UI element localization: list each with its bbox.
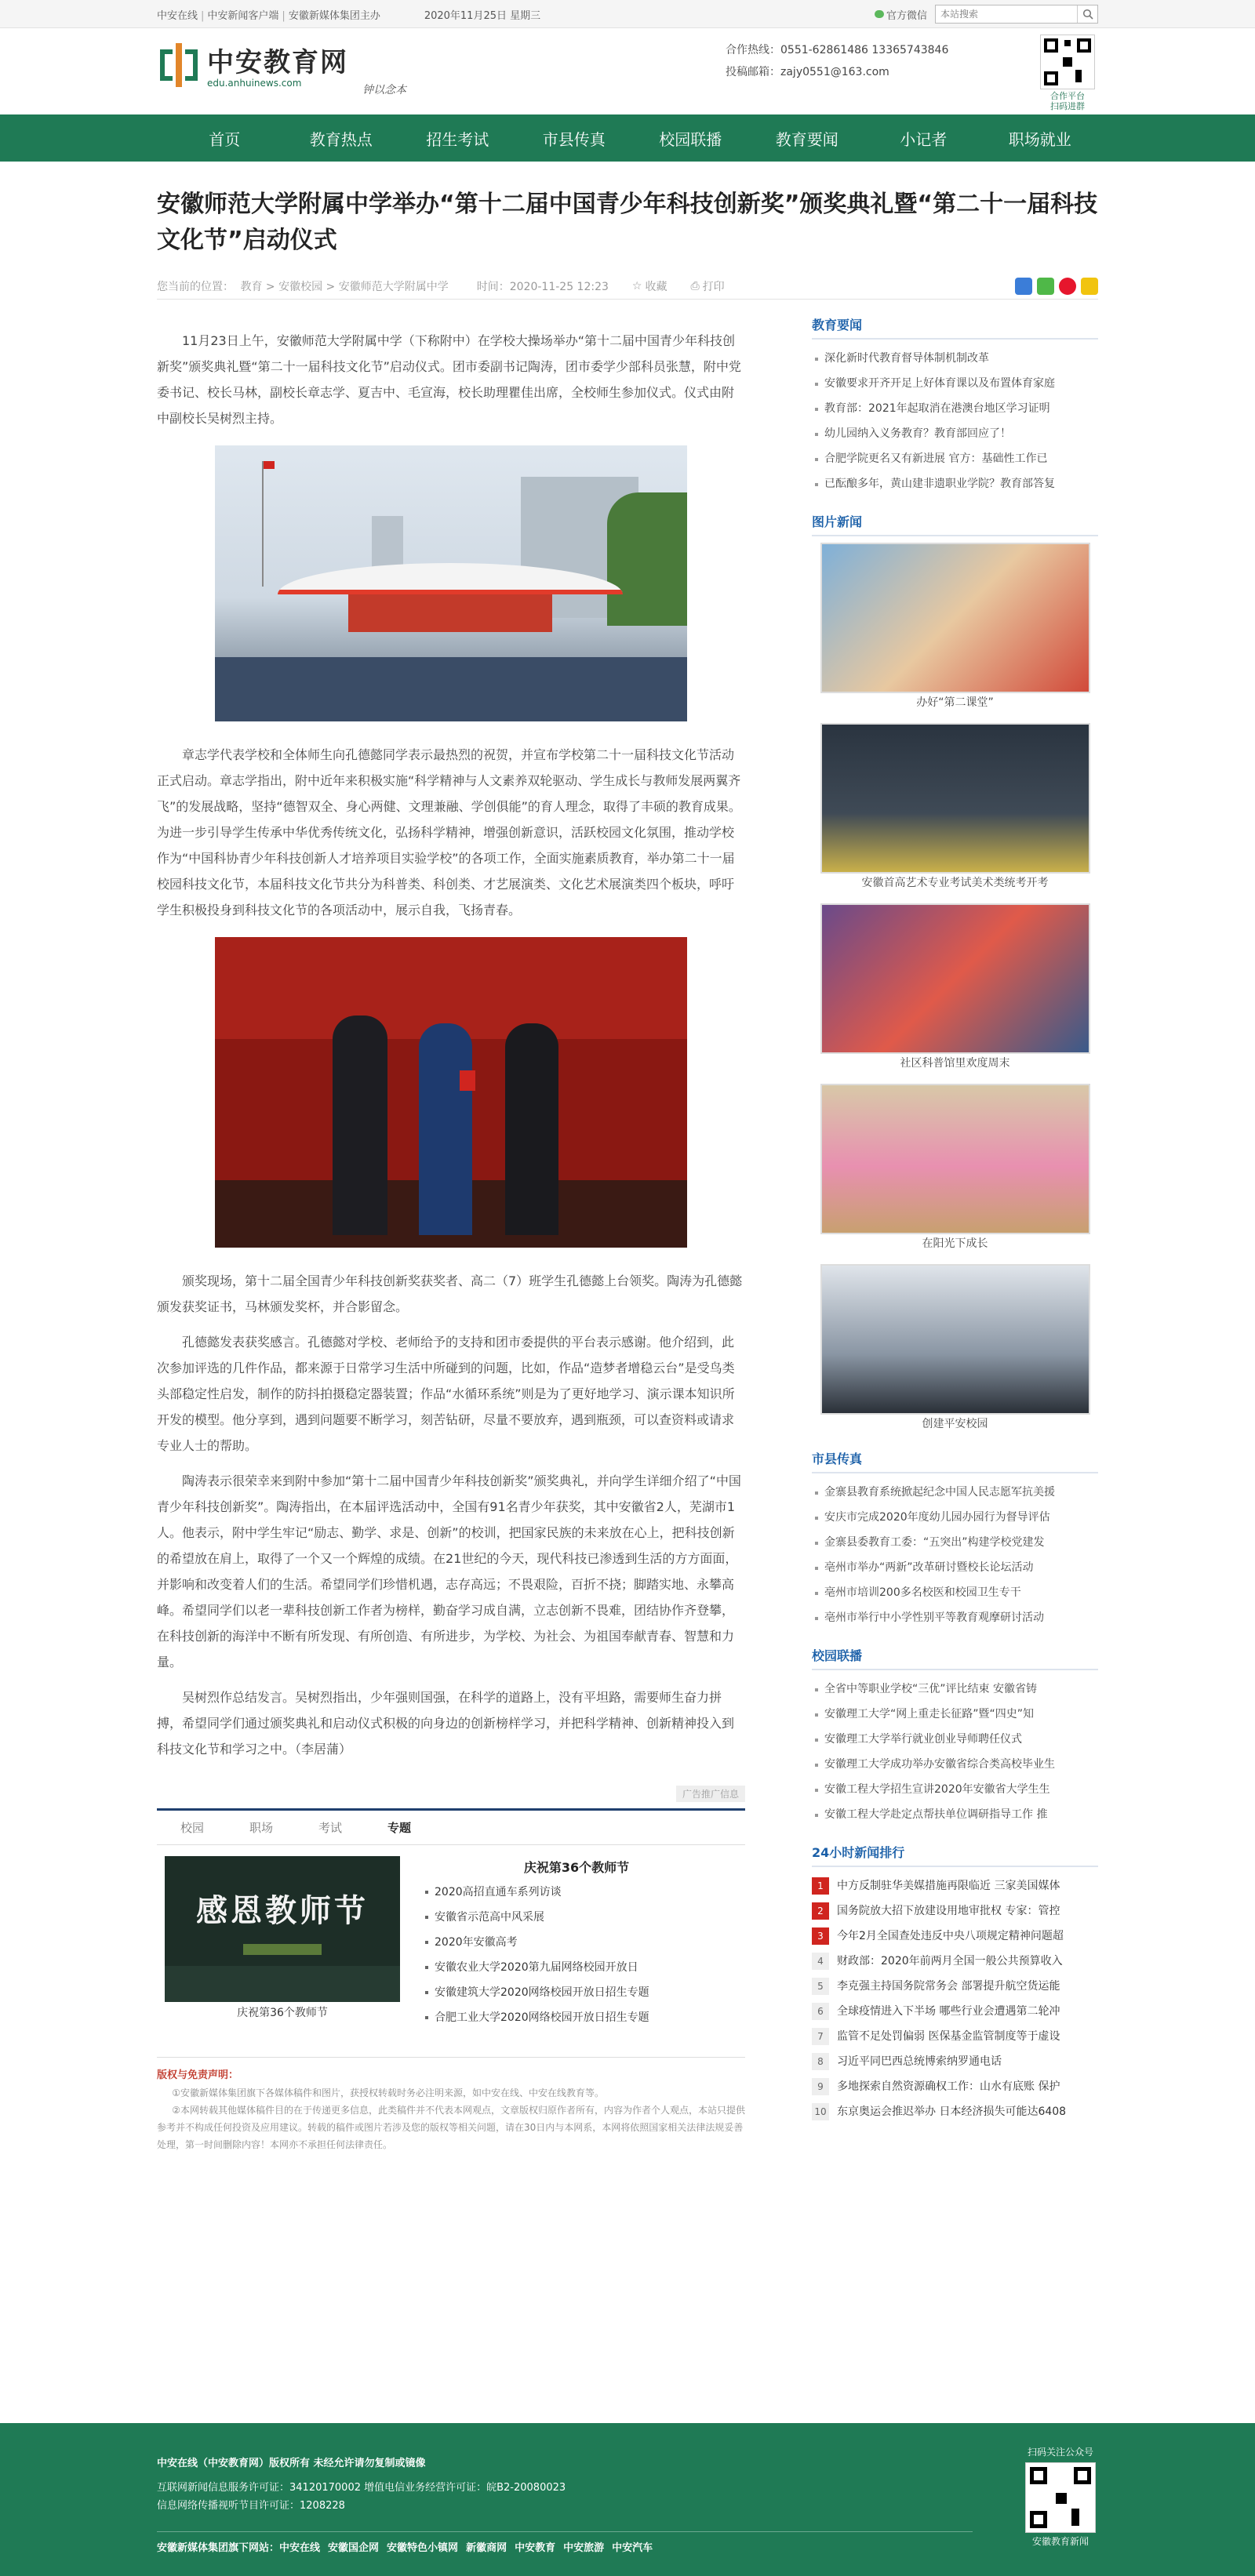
- search-box: [935, 5, 1098, 24]
- share-bar: [1015, 278, 1098, 295]
- sidebar-county: [812, 1449, 1098, 1630]
- qr-caption-1: 合作平台: [1050, 91, 1085, 101]
- sidebar-campus: [812, 1646, 1098, 1827]
- list-item[interactable]: 安庆市完成2020年度幼儿园办园行为督导评估: [812, 1505, 1098, 1530]
- sidebar-heading[interactable]: 图片新闻: [812, 512, 1098, 536]
- topic-list-title[interactable]: 庆祝第36个教师节: [523, 1860, 630, 1875]
- list-item[interactable]: 安徽理工大学“网上重走长征路”暨“四史”知: [812, 1702, 1098, 1727]
- tab-career[interactable]: 职场: [249, 1821, 274, 1835]
- site-footer: [0, 2423, 1255, 2576]
- disclaimer: 版权与免责声明： ①安徽新媒体集团旗下各媒体稿件和图片，获授权转载时务必注明来源，如中安在线、中安在线教育等。 ②本网转载其他媒体稿件目的在于传递更多信息，此类稿件并不代表本网观点，文章版权归原作者所有，内容为作者个人观点，本站只提供参考并不构成任何投资及应用建议。转载的稿件或图片若涉及您的版权等相关问题，请在30日内与本网系，本网将依照国家相关法律法规妥善处理，第一时间删除内容！本网亦不承担任何法律责任。: [157, 2057, 745, 2153]
- footer-link[interactable]: 中安教育: [515, 2542, 556, 2554]
- photo-item[interactable]: 社区科普馆里欢度周末: [820, 903, 1090, 1073]
- current-date: 2020年11月25日 星期三: [424, 9, 541, 22]
- paragraph: 11月23日上午，安徽师范大学附属中学（下称附中）在学校大操场举办“第十二届中国青少年科技创新奖”颁奖典礼暨“第二十一届科技文化节”启动仪式。团市委副书记陶涛，团市委学少部科员张慧，附中党委书记、校长马林，副校长章志学、夏吉中、毛宣海，校长助理瞿佳出席，全校师生参加仪式。仪式由附中副校长吴树烈主持。: [157, 333, 741, 426]
- list-item[interactable]: 已酝酿多年，黄山建非遗职业学院？教育部答复: [812, 471, 1098, 496]
- rank-item[interactable]: 5 李克强主持国务院常务会 部署提升航空货运能: [812, 1974, 1098, 1999]
- footer-info: 中安在线（中安教育网）版权所有 未经允许请勿复制或镜像 互联网新闻信息服务许可证：34120170002 增值电信业务经营许可证：皖B2-20080023 信息网络传播视听节目许可证：1208228: [157, 2458, 566, 2512]
- footer-link[interactable]: 新徽商网: [466, 2542, 507, 2554]
- topic-item[interactable]: 安徽建筑大学2020网络校园开放日招生专题: [424, 1980, 729, 2005]
- article-body: [157, 315, 745, 2153]
- photo-item[interactable]: 在阳光下成长: [820, 1084, 1090, 1253]
- rank-item[interactable]: 2 国务院放大招下放建设用地审批权 专家：管控: [812, 1898, 1098, 1924]
- list-item[interactable]: 安徽工程大学招生宣讲2020年安徽省大学生生: [812, 1777, 1098, 1802]
- crumb-school[interactable]: 安徽师范大学附属中学: [338, 280, 449, 293]
- share-wechat-icon[interactable]: [1037, 278, 1054, 295]
- list-item[interactable]: 幼儿园纳入义务教育？教育部回应了！: [812, 421, 1098, 446]
- crumb-edu[interactable]: 教育: [240, 280, 263, 293]
- list-item[interactable]: 亳州市举行中小学性别平等教育观摩研讨活动: [812, 1605, 1098, 1630]
- logo-domain: edu.anhuinews.com: [207, 78, 302, 89]
- article-meta: [157, 273, 1098, 300]
- footer-qr: 扫码关注公众号 安徽教育新闻: [1023, 2445, 1098, 2549]
- footer-link[interactable]: 安徽特色小镇网: [387, 2542, 459, 2554]
- rank-item[interactable]: 7 监管不足处罚偏弱 医保基金监管制度等于虚设: [812, 2024, 1098, 2049]
- paragraph: 孔德懿发表获奖感言。孔德懿对学校、老师给予的支持和团市委提供的平台表示感谢。他介绍到，此次参加评选的几件作品，都来源于日常学习生活中所碰到的问题，比如，作品“造梦者增稳云台”是受鸟类头部稳定性启发，制作的防抖拍摄稳定器装置；作品“水循环系统”则是为了更好地学习、演示课本知识所开发的模型。他分享到，遇到问题要不断学习，刻苦钻研，尽量不要放弃，遇到瓶颈，可以查资料或请求专业人士的帮助。: [157, 1335, 735, 1453]
- paragraph: 吴树烈作总结发言。吴树烈指出，少年强则国强，在科学的道路上，没有平坦路，需要师生奋力拼搏，希望同学们通过颁奖典礼和启动仪式积极的向身边的创新榜样学习，并把科学精神、创新精神投入到科技文化节和学习之中。（李居蒲）: [157, 1690, 735, 1757]
- wechat-link[interactable]: 官方微信: [875, 7, 927, 22]
- teachers-day-image-text: 感恩教师节: [196, 1892, 369, 1929]
- article-title: 安徽师范大学附属中学举办“第十二届中国青少年科技创新奖”颁奖典礼暨“第二十一届科技文化节”启动仪式: [157, 191, 1098, 254]
- contact-info: [726, 39, 948, 83]
- rank-item[interactable]: 9 多地探索自然资源确权工作：山水有底账 保护: [812, 2074, 1098, 2099]
- logo-mark-icon: [157, 43, 201, 87]
- photo-item[interactable]: 安徽首高艺术专业考试美术类统考开考: [820, 723, 1090, 892]
- sidebar-heading: 24小时新闻排行: [812, 1843, 1098, 1867]
- tab-campus[interactable]: 校园: [180, 1821, 205, 1835]
- ad-tag: 广告推广信息: [676, 1786, 745, 1802]
- rank-item[interactable]: 6 全球疫情进入下半场 哪些行业会遭遇第二轮冲: [812, 1999, 1098, 2024]
- footer-links: 安徽新媒体集团旗下网站：中安在线 安徽国企网 安徽特色小镇网 新徽商网 中安教育 中安旅游 中安汽车: [157, 2542, 653, 2554]
- photo-item[interactable]: 创建平安校园: [820, 1264, 1090, 1433]
- print-button[interactable]: ⎙ 打印: [690, 279, 725, 293]
- list-item[interactable]: 安徽理工大学举行就业创业导师聘任仪式: [812, 1727, 1098, 1752]
- breadcrumb: 您当前的位置： 教育 > 安徽校园 > 安徽师范大学附属中学: [157, 280, 449, 293]
- nav-home[interactable]: 首页: [209, 129, 241, 149]
- sidebar-heading[interactable]: 教育要闻: [812, 315, 1098, 340]
- rank-item[interactable]: 1 中方反制驻华美媒措施再限临近 三家美国媒体: [812, 1873, 1098, 1898]
- site-logo[interactable]: [157, 41, 348, 89]
- footer-link[interactable]: 安徽国企网: [328, 2542, 380, 2554]
- star-icon: ☆: [631, 279, 642, 292]
- list-item[interactable]: 全省中等职业学校“三优”评比结束 安徽省铸: [812, 1677, 1098, 1702]
- rank-item[interactable]: 8 习近平同巴西总统博索纳罗通电话: [812, 2049, 1098, 2074]
- award-photo: [215, 937, 687, 1248]
- list-item[interactable]: 合肥学院更名又有新进展 官方：基础性工作已: [812, 446, 1098, 471]
- list-item[interactable]: 安徽要求开齐开足上好体育课以及布置体育家庭: [812, 371, 1098, 396]
- sidebar-heading[interactable]: 市县传真: [812, 1449, 1098, 1473]
- qr-caption-2: 扫码进群: [1050, 101, 1085, 111]
- nav-career[interactable]: 职场就业: [1008, 129, 1071, 149]
- topic-item[interactable]: 合肥工业大学2020网络校园开放日招生专题: [424, 2005, 729, 2030]
- header-qr: [1037, 35, 1098, 111]
- nav-county[interactable]: 市县传真: [542, 129, 606, 149]
- publish-time: 时间：2020-11-25 12:23: [476, 280, 609, 293]
- photo-item[interactable]: 办好“第二课堂”: [820, 543, 1090, 712]
- contact-phone: 合作热线：0551-62861486 13365743846: [726, 44, 949, 56]
- sidebar: [812, 315, 1098, 2153]
- slogan: 钟以念本: [362, 84, 406, 96]
- list-item[interactable]: 亳州市举办“两新”改革研讨暨校长论坛活动: [812, 1555, 1098, 1580]
- search-button[interactable]: [1077, 5, 1097, 23]
- rank-item[interactable]: 10 东京奥运会推迟举办 日本经济损失可能达6408: [812, 2099, 1098, 2124]
- share-weibo-icon[interactable]: [1059, 278, 1076, 295]
- list-item[interactable]: 亳州市培训200多名校医和校园卫生专干: [812, 1580, 1098, 1605]
- logo-title: 中安教育网: [207, 47, 348, 78]
- share-plus-icon[interactable]: [1015, 278, 1032, 295]
- list-item[interactable]: 金寨县教育系统掀起纪念中国人民志愿军抗美援: [812, 1480, 1098, 1505]
- contact-email: 投稿邮箱：zajy0551@163.com: [726, 66, 889, 78]
- footer-link[interactable]: 中安旅游: [563, 2542, 605, 2554]
- nav-reporter[interactable]: 小记者: [900, 129, 948, 149]
- footer-link[interactable]: 中安在线: [279, 2542, 321, 2554]
- qr-code-icon: [1040, 35, 1095, 89]
- paragraph: 章志学代表学校和全体师生向孔德懿同学表示最热烈的祝贺，并宣布学校第二十一届科技文化节活动正式启动。章志学指出，附中近年来积极实施“科学精神与人文素养双轮驱动、学生成长与教师发展两翼齐飞”的发展战略，坚持“德智双全、身心两健、文理兼融、学创俱能”的育人理念，取得了丰硕的教育成果。为进一步引导学生传承中华优秀传统文化，弘扬科学精神，增强创新意识，活跃校园文化氛围，推动学校作为“中国科协青少年科技创新人才培养项目实验学校”的各项工作，全面实施素质教育，举办第二十一届校园科技文化节，本届科技文化节共分为科普类、科创类、才艺展演类、文化艺术展演类四个板块，呼吁学生积极投身到科技文化节的各项活动中，展示自我，飞扬青春。: [157, 747, 741, 917]
- rank-item[interactable]: 3 今年2月全国查处违反中央八项规定精神问题超: [812, 1924, 1098, 1949]
- main-nav: [0, 114, 1255, 162]
- share-favorite-icon[interactable]: [1081, 278, 1098, 295]
- topic-item[interactable]: 安徽省示范高中风采展: [424, 1905, 729, 1930]
- list-item[interactable]: 安徽理工大学成功举办安徽省综合类高校毕业生: [812, 1752, 1098, 1777]
- tab-topic[interactable]: 专题: [387, 1821, 412, 1835]
- teachers-day-caption[interactable]: 庆祝第36个教师节: [237, 2007, 328, 2019]
- top-link-group[interactable]: 安徽新媒体集团主办: [288, 9, 380, 22]
- teachers-day-image[interactable]: [165, 1856, 400, 2002]
- ceremony-photo: [215, 445, 687, 721]
- topic-item[interactable]: 2020年安徽高考: [424, 1930, 729, 1955]
- sidebar-rank: [812, 1843, 1098, 2124]
- topic-item[interactable]: 安徽农业大学2020第九届网络校园开放日: [424, 1955, 729, 1980]
- search-input[interactable]: [936, 5, 1077, 23]
- list-item[interactable]: 深化新时代教育督导体制机制改革: [812, 346, 1098, 371]
- list-item[interactable]: 金寨县委教育工委：“五突出”构建学校党建发: [812, 1530, 1098, 1555]
- top-links: 中安在线 | 中安新闻客户端 | 安徽新媒体集团主办: [157, 9, 380, 22]
- topic-tabs: [157, 1808, 745, 2041]
- site-header: [0, 28, 1255, 114]
- top-bar: [0, 0, 1255, 28]
- topic-item[interactable]: 2020高招直通车系列访谈: [424, 1880, 729, 1905]
- list-item[interactable]: 安徽工程大学赴定点帮扶单位调研指导工作 推: [812, 1802, 1098, 1827]
- top-link-client[interactable]: 中安新闻客户端: [207, 9, 279, 22]
- sidebar-news: [812, 315, 1098, 496]
- sidebar-photos: [812, 512, 1098, 1433]
- favorite-button[interactable]: ☆ 收藏: [631, 279, 668, 293]
- search-icon: [1082, 9, 1093, 20]
- nav-campus[interactable]: 校园联播: [659, 129, 722, 149]
- nav-hot[interactable]: 教育热点: [309, 129, 373, 149]
- list-item[interactable]: 教育部：2021年起取消在港澳台地区学习证明: [812, 396, 1098, 421]
- wechat-icon: [875, 10, 884, 18]
- footer-link[interactable]: 中安汽车: [612, 2542, 653, 2554]
- paragraph: 颁奖现场，第十二届全国青少年科技创新奖获奖者、高二（7）班学生孔德懿上台领奖。陶涛为孔德懿颁发获奖证书，马林颁发奖杯，并合影留念。: [157, 1273, 743, 1314]
- sidebar-heading[interactable]: 校园联播: [812, 1646, 1098, 1670]
- top-link-zhongan[interactable]: 中安在线: [157, 9, 198, 22]
- crumb-campus[interactable]: 安徽校园: [278, 280, 323, 293]
- print-icon: ⎙: [690, 279, 700, 292]
- qr-code-icon: [1025, 2462, 1096, 2533]
- nav-exam[interactable]: 招生考试: [426, 129, 489, 149]
- tab-exam[interactable]: 考试: [318, 1821, 343, 1835]
- rank-item[interactable]: 4 财政部：2020年前两月全国一般公共预算收入: [812, 1949, 1098, 1974]
- nav-news[interactable]: 教育要闻: [775, 129, 838, 149]
- paragraph: 陶涛表示很荣幸来到附中参加“第十二届中国青少年科技创新奖”颁奖典礼，并向学生详细介绍了“中国青少年科技创新奖”。陶涛指出，在本届评选活动中，全国有91名青少年获奖，其中安徽省2人，芜湖市1人。他表示，附中学生牢记“励志、勤学、求是、创新”的校训，把国家民族的未来放在心上，把科技创新的希望放在肩上，取得了一个又一个辉煌的成绩。在21世纪的今天，现代科技已渗透到生活的方方面面，并影响和改变着人们的生活。希望同学们珍惜机遇，志存高远；不畏艰险，百折不挠；脚踏实地、永攀高峰。希望同学们以老一辈科技创新工作者为榜样，勤奋学习成自满，立志创新不畏难，团结协作齐登攀，在科技创新的海洋中不断有所发现、有所创造、有所进步，为学校、为社会、为祖国奉献青春、智慧和力量。: [157, 1473, 741, 1669]
